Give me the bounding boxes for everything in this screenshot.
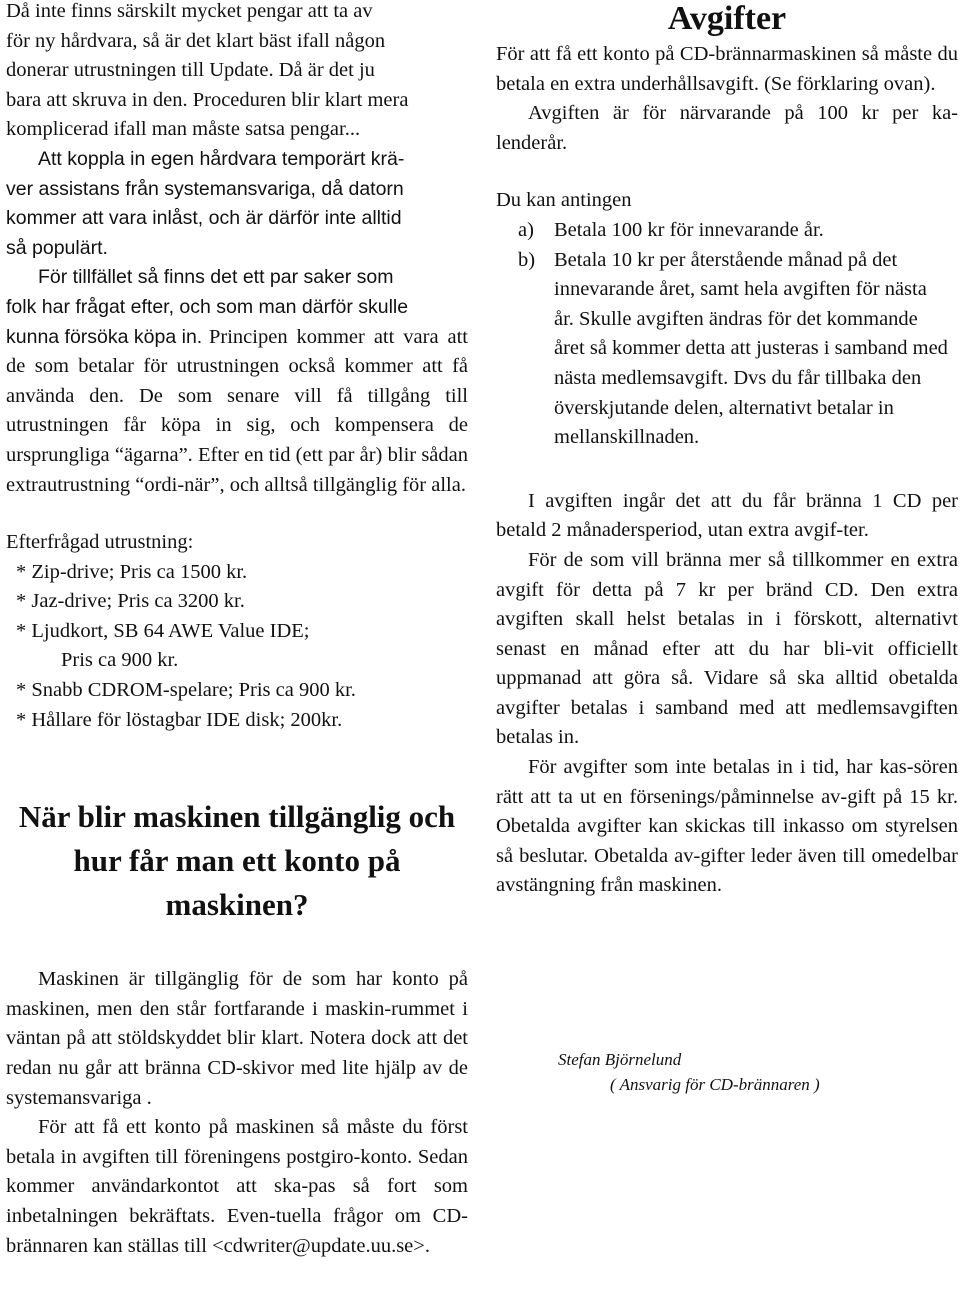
left-column xyxy=(6,0,468,1261)
spacer xyxy=(496,453,958,487)
wanted-line: kunna försöka köpa in. xyxy=(6,325,203,348)
temporary-line: kommer att vara inlåst, och är därför inte alltid xyxy=(6,207,402,230)
intro-line: donerar utrustningen till Update. Då är det ju xyxy=(6,59,375,82)
payment-options xyxy=(496,216,958,453)
fee-paragraph: För att få ett konto på CD-brännarmaskinen så måste du betala en extra underhållsavgift. (Se förklaring ovan). xyxy=(496,43,958,95)
extra-fee-paragraph: För de som vill bränna mer så tillkommer en extra avgift för detta på 7 kr per bränd CD. Den extra avgiften skall helst betalas in i förskott, alternativt senast en månad efter att du har bli-vit officiellt uppmanad att göra så. Vidare så ska alltid obetalda avgifter betalas i samband med att medlemsavgiften betalas in. xyxy=(496,548,958,749)
intro-line: komplicerad ifall man måste satsa pengar... xyxy=(6,118,361,141)
signature-role: ( Ansvarig för CD-brännaren ) xyxy=(610,1075,820,1095)
equipment-list xyxy=(6,558,468,736)
principle-paragraph: Principen kommer att vara att de som betalar för utrustningen också kommer att få använda den. De som senare vill få tillgång till utrustningen får köpa in sig, och kompensera de ursprungliga “ägarna”. Efter en tid (ett par år) blir sådan extrautrustning “ordi-när”, och alltså tillgänglig för alla. xyxy=(6,325,468,496)
signature-name: Stefan Björnelund xyxy=(558,1050,682,1070)
signature xyxy=(496,1047,958,1097)
option-text: Betala 10 kr per återstående månad på det innevarande året, samt hela avgiften för nästa år. Skulle avgiften ändras för det kommande året så kommer detta att justeras i samband med nästa medlemsavgift. Dvs du får tillbaka den överskjutande delen, alternativt betalar in mellanskillnaden. xyxy=(554,248,948,449)
availability-paragraph: Maskinen är tillgänglig för de som har konto på maskinen, men den står fortfarande i maskin-rummet i väntan på att stöldskyddet blir klart. Notera dock att det redan nu går att bränna CD-skivor med lite hjälp av de systemansvariga . xyxy=(6,968,468,1109)
spacer xyxy=(496,158,958,186)
option-text: Betala 100 kr för innevarande år. xyxy=(554,218,824,241)
wanted-line: folk har frågat efter, och som man därför skulle xyxy=(6,295,409,318)
section-heading: När blir maskinen tillgänglig och hur får man ett konto på maskinen? xyxy=(18,799,456,923)
intro-paragraph xyxy=(6,0,468,145)
equipment-item-price: Pris ca 900 kr. xyxy=(61,649,179,672)
late-fee-paragraph: För avgifter som inte betalas in i tid, har kas-sören rätt att ta ut en försenings/påminnelse av-gift på 15 kr. Obetalda avgifter kan skickas till inkasso om styrelsen så beslutar. Obetalda av-gifter leder även till omedelbar avstängning från maskinen. xyxy=(496,756,958,897)
option-label: b) xyxy=(518,248,536,271)
fees-heading: Avgifter xyxy=(667,0,787,37)
temporary-line: så populärt. xyxy=(6,236,108,259)
account-paragraph: För att få ett konto på maskinen så måste du först betala in avgiften till föreningens postgiro-konto. Sedan kommer användarkontot att ska-pas så fort som inbetalningen bekräftats. Even-tuella frågor om CD-brännaren kan ställas till <cdwriter@update.uu.se>. xyxy=(6,1116,468,1257)
intro-line: för ny hårdvara, så är det klart bäst ifall någon xyxy=(6,29,386,52)
spacer xyxy=(6,500,468,528)
equipment-item-text: * Hållare för löstagbar IDE disk; 200kr. xyxy=(16,708,343,731)
intro-line: Då inte finns särskilt mycket pengar att ta av xyxy=(6,0,373,22)
payment-option xyxy=(496,216,958,246)
option-label: a) xyxy=(518,218,534,241)
equipment-item-text: * Zip-drive; Pris ca 1500 kr. xyxy=(16,560,248,583)
equipment-item xyxy=(6,617,468,676)
options-intro: Du kan antingen xyxy=(496,189,632,212)
temporary-hardware-paragraph xyxy=(6,145,468,263)
temporary-line: ver assistans från systemansvariga, då datorn xyxy=(6,177,404,200)
equipment-item xyxy=(6,706,468,736)
equipment-item-text: * Snabb CDROM-spelare; Pris ca 900 kr. xyxy=(16,679,356,702)
equipment-item-text: * Jaz-drive; Pris ca 3200 kr. xyxy=(16,590,245,613)
intro-line: bara att skruva in den. Proceduren blir klart mera xyxy=(6,88,409,111)
equipment-item xyxy=(6,558,468,588)
equipment-item xyxy=(6,587,468,617)
fee-amount-paragraph: Avgiften är för närvarande på 100 kr per ka-lenderår. xyxy=(496,102,958,154)
right-column xyxy=(496,0,958,1097)
temporary-line: Att koppla in egen hårdvara temporärt krä- xyxy=(38,147,405,170)
equipment-heading: Efterfrågad utrustning: xyxy=(6,531,194,554)
payment-option xyxy=(496,246,958,453)
equipment-item xyxy=(6,676,468,706)
equipment-item-text: * Ljudkort, SB 64 AWE Value IDE; xyxy=(16,619,310,642)
wanted-line: För tillfället så finns det ett par saker som xyxy=(38,266,394,289)
included-paragraph: I avgiften ingår det att du får bränna 1 CD per betald 2 månadersperiod, utan extra avgif-ter. xyxy=(496,489,958,542)
